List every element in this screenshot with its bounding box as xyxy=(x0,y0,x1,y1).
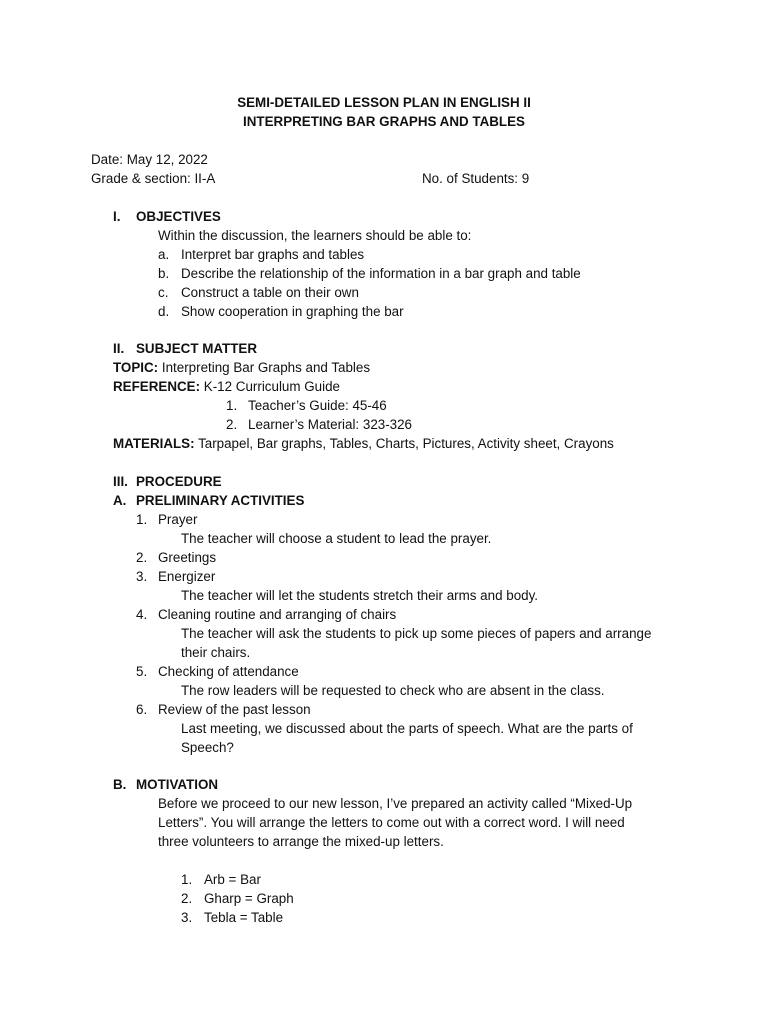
document-subtitle: INTERPRETING BAR GRAPHS AND TABLES xyxy=(243,114,525,129)
materials-value: Tarpapel, Bar graphs, Tables, Charts, Pictures, Activity sheet, Crayons xyxy=(198,436,614,451)
section-number: III. xyxy=(113,474,128,489)
motivation-text: Letters”. You will arrange the letters to come out with a correct word. I will need xyxy=(158,815,625,830)
word-number: 3. xyxy=(181,910,193,925)
step-number: 5. xyxy=(136,664,148,679)
preliminary-activities-heading: PRELIMINARY ACTIVITIES xyxy=(136,493,305,508)
step-description: their chairs. xyxy=(181,645,251,660)
word-item: Gharp = Graph xyxy=(204,891,294,906)
objective-item: Show cooperation in graphing the bar xyxy=(181,304,404,319)
document-title: SEMI-DETAILED LESSON PLAN IN ENGLISH II xyxy=(237,95,531,110)
step-title: Prayer xyxy=(158,512,198,527)
topic-line xyxy=(113,360,370,376)
reference-number: 2. xyxy=(226,417,238,432)
motivation-text: Before we proceed to our new lesson, I’ve prepared an activity called “Mixed-Up xyxy=(158,796,633,811)
objective-item: Describe the relationship of the information in a bar graph and table xyxy=(181,266,581,281)
section-number: II. xyxy=(113,341,125,356)
step-description: The teacher will let the students stretch their arms and body. xyxy=(181,588,539,603)
motivation-heading: MOTIVATION xyxy=(136,777,219,792)
word-number: 1. xyxy=(181,872,193,887)
reference-item: Learner’s Material: 323-326 xyxy=(248,417,413,432)
topic-value: Interpreting Bar Graphs and Tables xyxy=(161,360,371,375)
step-description: Last meeting, we discussed about the parts of speech. What are the parts of xyxy=(181,721,633,736)
step-title: Cleaning routine and arranging of chairs xyxy=(158,607,397,622)
step-description: The teacher will choose a student to lead the prayer. xyxy=(181,531,492,546)
step-title: Greetings xyxy=(158,550,217,565)
subsection-letter: B. xyxy=(113,777,127,792)
reference-number: 1. xyxy=(226,398,238,413)
step-number: 2. xyxy=(136,550,148,565)
subject-matter-heading: SUBJECT MATTER xyxy=(136,341,258,356)
subsection-letter: A. xyxy=(113,493,127,508)
objective-letter: a. xyxy=(158,247,170,262)
step-description: The teacher will ask the students to pick up some pieces of papers and arrange xyxy=(181,626,652,641)
step-number: 4. xyxy=(136,607,148,622)
objective-letter: c. xyxy=(158,285,169,300)
motivation-text: three volunteers to arrange the mixed-up letters. xyxy=(158,834,444,849)
word-item: Arb = Bar xyxy=(204,872,261,887)
objectives-intro: Within the discussion, the learners should be able to: xyxy=(158,228,472,243)
date-line: Date: May 12, 2022 xyxy=(91,152,208,167)
reference-item: Teacher’s Guide: 45-46 xyxy=(248,398,387,413)
step-title: Review of the past lesson xyxy=(158,702,311,717)
objective-letter: d. xyxy=(158,304,170,319)
step-number: 6. xyxy=(136,702,148,717)
objectives-heading: OBJECTIVES xyxy=(136,209,221,224)
materials-line xyxy=(113,436,614,452)
reference-label: REFERENCE: xyxy=(113,379,201,394)
objective-item: Construct a table on their own xyxy=(181,285,359,300)
step-description: The row leaders will be requested to check who are absent in the class. xyxy=(181,683,605,698)
students-count-line: No. of Students: 9 xyxy=(422,171,530,186)
step-number: 3. xyxy=(136,569,148,584)
reference-value: K-12 Curriculum Guide xyxy=(203,379,340,394)
step-title: Checking of attendance xyxy=(158,664,299,679)
step-title: Energizer xyxy=(158,569,216,584)
topic-label: TOPIC: xyxy=(113,360,159,375)
materials-label: MATERIALS: xyxy=(113,436,195,451)
objective-item: Interpret bar graphs and tables xyxy=(181,247,365,262)
word-item: Tebla = Table xyxy=(204,910,284,925)
reference-line xyxy=(113,379,340,395)
grade-section-line: Grade & section: II-A xyxy=(91,171,216,186)
procedure-heading: PROCEDURE xyxy=(136,474,222,489)
step-description: Speech? xyxy=(181,740,234,755)
word-number: 2. xyxy=(181,891,193,906)
objective-letter: b. xyxy=(158,266,170,281)
step-number: 1. xyxy=(136,512,148,527)
section-number: I. xyxy=(113,209,121,224)
